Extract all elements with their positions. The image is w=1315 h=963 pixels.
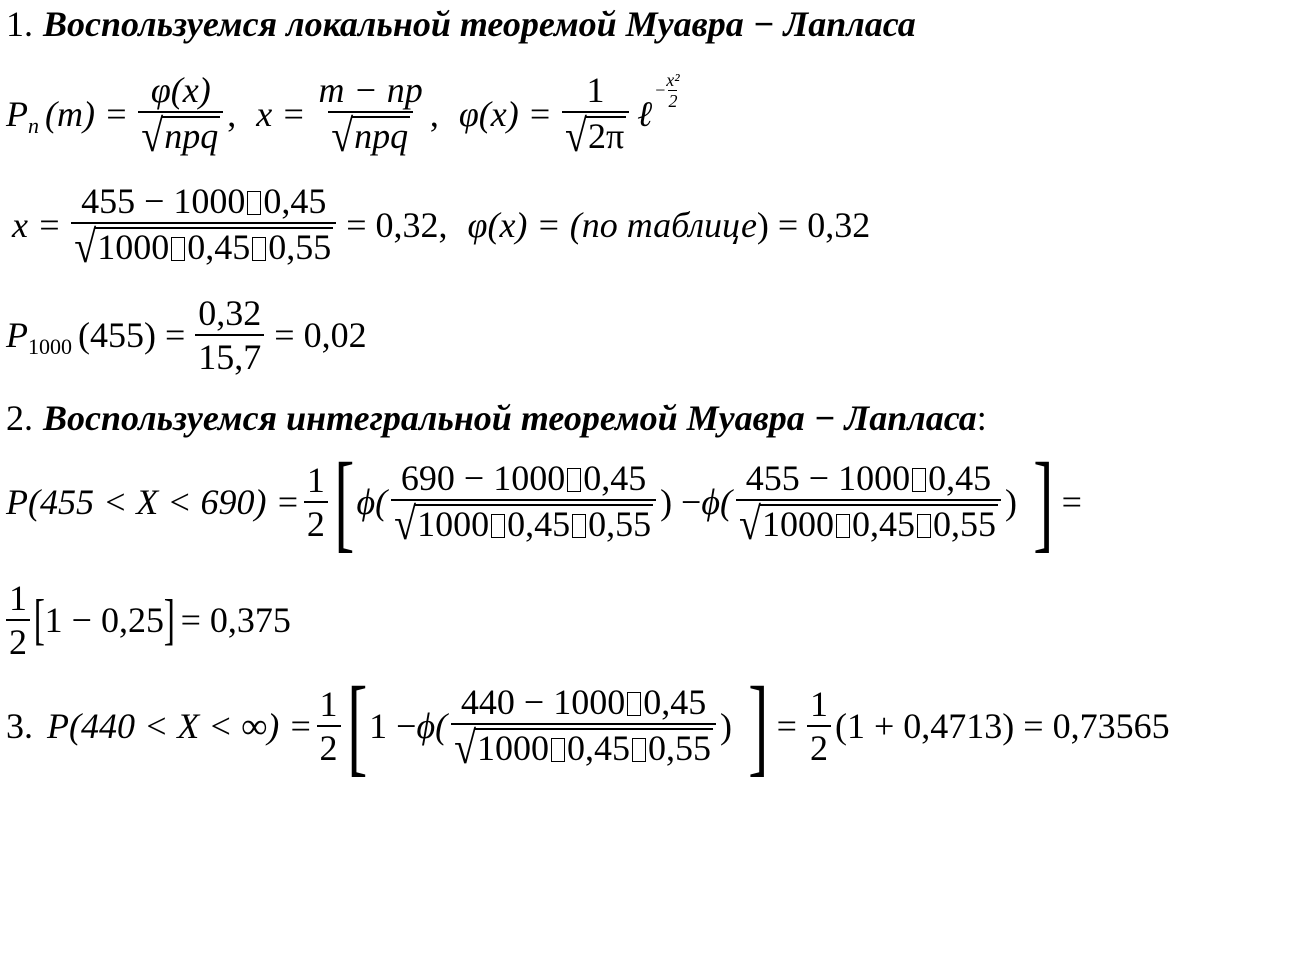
missing-glyph-box	[551, 738, 565, 762]
symbol-ell: ℓ	[637, 94, 653, 134]
missing-glyph-box	[632, 738, 646, 762]
item-number-1: 1.	[6, 4, 33, 44]
line-5-heading	[6, 400, 987, 436]
equals: =	[1061, 481, 1082, 522]
fraction-m-np-over-sqrt-npq	[316, 70, 426, 162]
lhs-p-440-inf: P(440 < X < ∞) =	[47, 705, 313, 746]
equals: =	[776, 705, 797, 746]
result-002: = 0,02	[274, 315, 367, 355]
x-eq: x =	[256, 94, 306, 134]
missing-glyph-box	[491, 514, 505, 538]
numerator-one: 1	[586, 70, 605, 110]
line-2-formulas	[6, 69, 680, 162]
radical-sign: √	[331, 109, 354, 162]
exponent	[654, 71, 680, 110]
phi-open: ϕ(	[416, 705, 448, 746]
phi-table-result: ) = 0,32	[756, 205, 871, 245]
right-bracket: ]	[1033, 440, 1054, 562]
symbol-P: P	[6, 315, 28, 355]
exponent-fraction	[666, 71, 679, 110]
line-4-probability	[6, 295, 373, 375]
numerator-440: 440 − 1000 0,45	[460, 681, 707, 722]
phi-open-2: ϕ(	[701, 481, 732, 522]
exponent-minus: −	[654, 80, 667, 100]
missing-glyph-box	[567, 468, 581, 492]
numerator-455: 455 − 1000 0,45	[745, 457, 992, 498]
radical-sign: √	[74, 220, 97, 273]
fraction-half: $\frac{1}{2}$	[304, 462, 328, 542]
x-eq: x =	[12, 205, 62, 245]
comma-2: ,	[429, 94, 439, 134]
denominator-sqrt-npq	[138, 109, 223, 162]
heading-integral-theorem: Воспользуемся интегральной теоремой Муавра − Лапласа	[43, 398, 977, 438]
fraction-455	[736, 457, 1001, 549]
numerator-m-np: m − np	[318, 70, 423, 110]
denominator-sqrt-440: √ 1000 0,45 0,55	[451, 723, 716, 768]
fraction-x-calc	[71, 181, 336, 273]
numerator-032: 0,32	[198, 293, 262, 333]
missing-glyph-box	[572, 514, 586, 538]
line-3-x-value	[6, 181, 871, 273]
numerator-phi-x: φ(x)	[150, 70, 211, 110]
missing-glyph-box	[917, 514, 931, 538]
fraction-half: $\frac{1}{2}$	[6, 580, 30, 660]
missing-glyph-box	[171, 237, 185, 261]
p1000-arg: (455) =	[78, 315, 186, 355]
radicand-2pi: 2π	[587, 116, 625, 157]
fraction-032-over-157	[195, 295, 264, 375]
item-number-2: 2.	[6, 398, 33, 438]
pn-m-eq: (m) =	[45, 94, 129, 134]
lhs-p-455-690: P(455 < X < 690) =	[6, 481, 300, 522]
radicand-npq: npq	[354, 116, 409, 157]
fraction-440	[451, 681, 716, 773]
line-7-result	[6, 580, 297, 660]
subscript-1000: 1000	[28, 334, 72, 359]
numerator-x-calc: 455 − 1000 0,45	[81, 181, 327, 221]
fraction-phi-over-sqrt-npq	[138, 70, 223, 162]
line-8-item3	[6, 664, 1170, 786]
one-minus: 1 −	[369, 705, 417, 746]
bracket-inner: 1 − 0,25	[44, 600, 164, 640]
radicand-npq: npq	[164, 116, 219, 157]
missing-glyph-box	[252, 237, 266, 261]
subscript-n: n	[28, 113, 39, 138]
right-bracket: ]	[748, 664, 769, 786]
line-6-integral	[6, 440, 1088, 562]
radicand-product: 1000 0,45 0,55	[97, 227, 332, 268]
by-table-text: по таблице	[581, 205, 757, 245]
fraction-one-over-sqrt-2pi	[562, 70, 629, 162]
radical-sign: √	[564, 109, 587, 162]
result-x: = 0,32,	[346, 205, 448, 245]
result-073565: (1 + 0,4713) = 0,73565	[834, 705, 1170, 746]
exponent-den: 2	[668, 90, 678, 111]
denominator-sqrt-455: √ 1000 0,45 0,55	[736, 499, 1001, 544]
right-bracket: ]	[163, 589, 175, 651]
phi-open-1: ϕ(	[356, 481, 388, 522]
colon: :	[976, 398, 987, 438]
missing-glyph-box	[836, 514, 850, 538]
fraction-half: $\frac{1}{2}$	[317, 686, 341, 766]
numerator-690: 690 − 1000 0,45	[400, 457, 647, 498]
close-minus: ) −	[660, 481, 702, 522]
result-0375: = 0,375	[180, 600, 291, 640]
radical-sign: √	[141, 109, 164, 162]
missing-glyph-box	[247, 191, 261, 215]
missing-glyph-box	[912, 468, 926, 492]
fraction-690	[391, 457, 656, 549]
heading-local-theorem: Воспользуемся локальной теоремой Муавра − Лапласа	[43, 4, 916, 44]
left-bracket: [	[346, 664, 367, 786]
close-paren: )	[1004, 481, 1017, 522]
phi-eq: φ(x) =	[458, 94, 552, 134]
denominator-sqrt-product	[71, 220, 336, 273]
denominator-sqrt-690: √ 1000 0,45 0,55	[391, 499, 656, 544]
left-bracket: [	[33, 589, 45, 651]
close-paren: )	[720, 705, 733, 746]
item-number-3: 3.	[6, 705, 33, 746]
denominator-sqrt-2pi	[562, 109, 629, 162]
comma-1: ,	[227, 94, 237, 134]
denominator-157: 15,7	[195, 334, 264, 375]
phi-table-open: φ(x) = (	[467, 205, 582, 245]
denominator-sqrt-npq-2	[328, 109, 413, 162]
line-1-heading	[6, 6, 916, 42]
symbol-P: P	[6, 94, 28, 134]
exponent-num: x²	[666, 69, 680, 90]
fraction-half-2: $\frac{1}{2}$	[807, 686, 831, 766]
left-bracket: [	[334, 440, 355, 562]
missing-glyph-box	[627, 692, 641, 716]
